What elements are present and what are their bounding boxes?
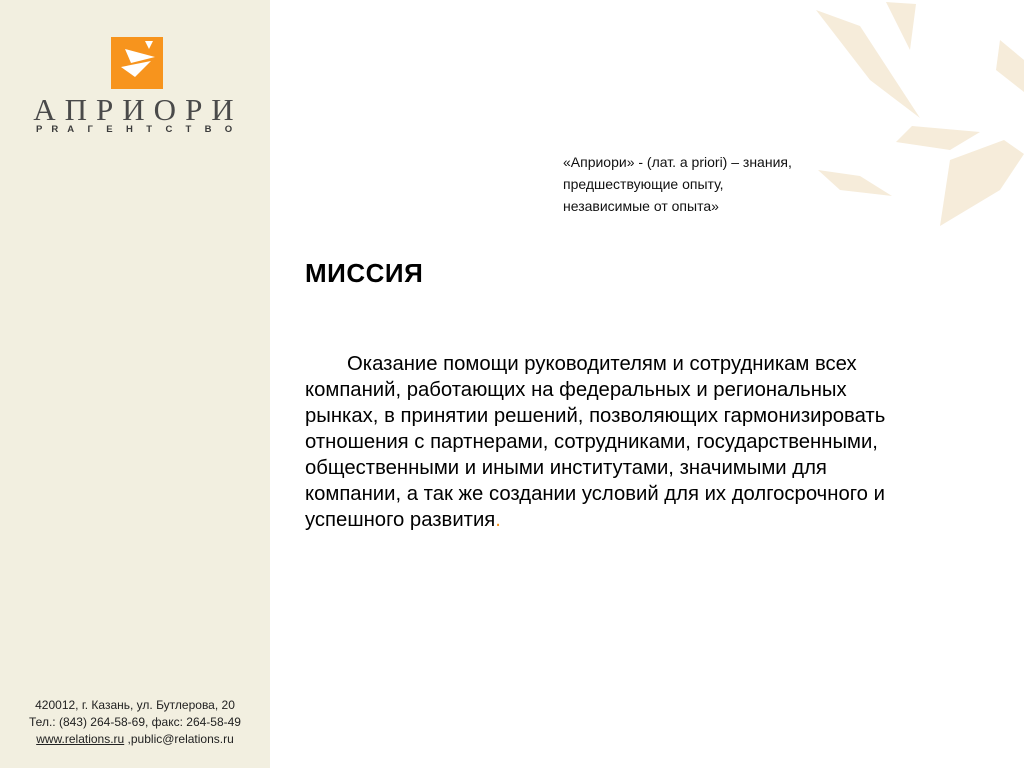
- logo-subtitle-agency: АГЕНТСТВО: [67, 124, 246, 135]
- contacts: [0, 697, 270, 748]
- quote-line-1: «Априори» - (лат. a priori) – знания,: [563, 154, 792, 170]
- mission-end-mark: .: [495, 509, 501, 531]
- apriori-logo-icon: [111, 37, 163, 89]
- logo-subtitle: [36, 124, 246, 135]
- quote-line-3: независимые от опыта»: [563, 198, 719, 214]
- mission-body: Оказание помощи руководителям и сотрудникам всех компаний, работающих на федеральных и региональных рынках, в принятии решений, позволяющих гармонизировать отношения с партнерами, сотрудниками, государственными, общественными и иными институтами, значимыми для компании, а так же создании условий для их долгосрочного и успешного развития: [305, 353, 886, 531]
- logo-subtitle-pr: PR: [36, 124, 68, 135]
- mission-text: [305, 351, 915, 533]
- section-heading: МИССИЯ: [305, 258, 424, 288]
- quote-line-2: предшествующие опыту,: [563, 176, 724, 192]
- logo-name: АПРИОРИ: [33, 92, 243, 127]
- contact-email: ,public@relations.ru: [124, 732, 234, 746]
- sidebar: [0, 0, 270, 768]
- contact-phone: Тел.: (843) 264-58-69, факс: 264-58-49: [29, 715, 241, 729]
- website-link[interactable]: www.relations.ru: [36, 732, 125, 746]
- quote: [563, 151, 863, 217]
- contact-web-line: [0, 731, 270, 748]
- contact-address: 420012, г. Казань, ул. Бутлерова, 20: [35, 698, 235, 712]
